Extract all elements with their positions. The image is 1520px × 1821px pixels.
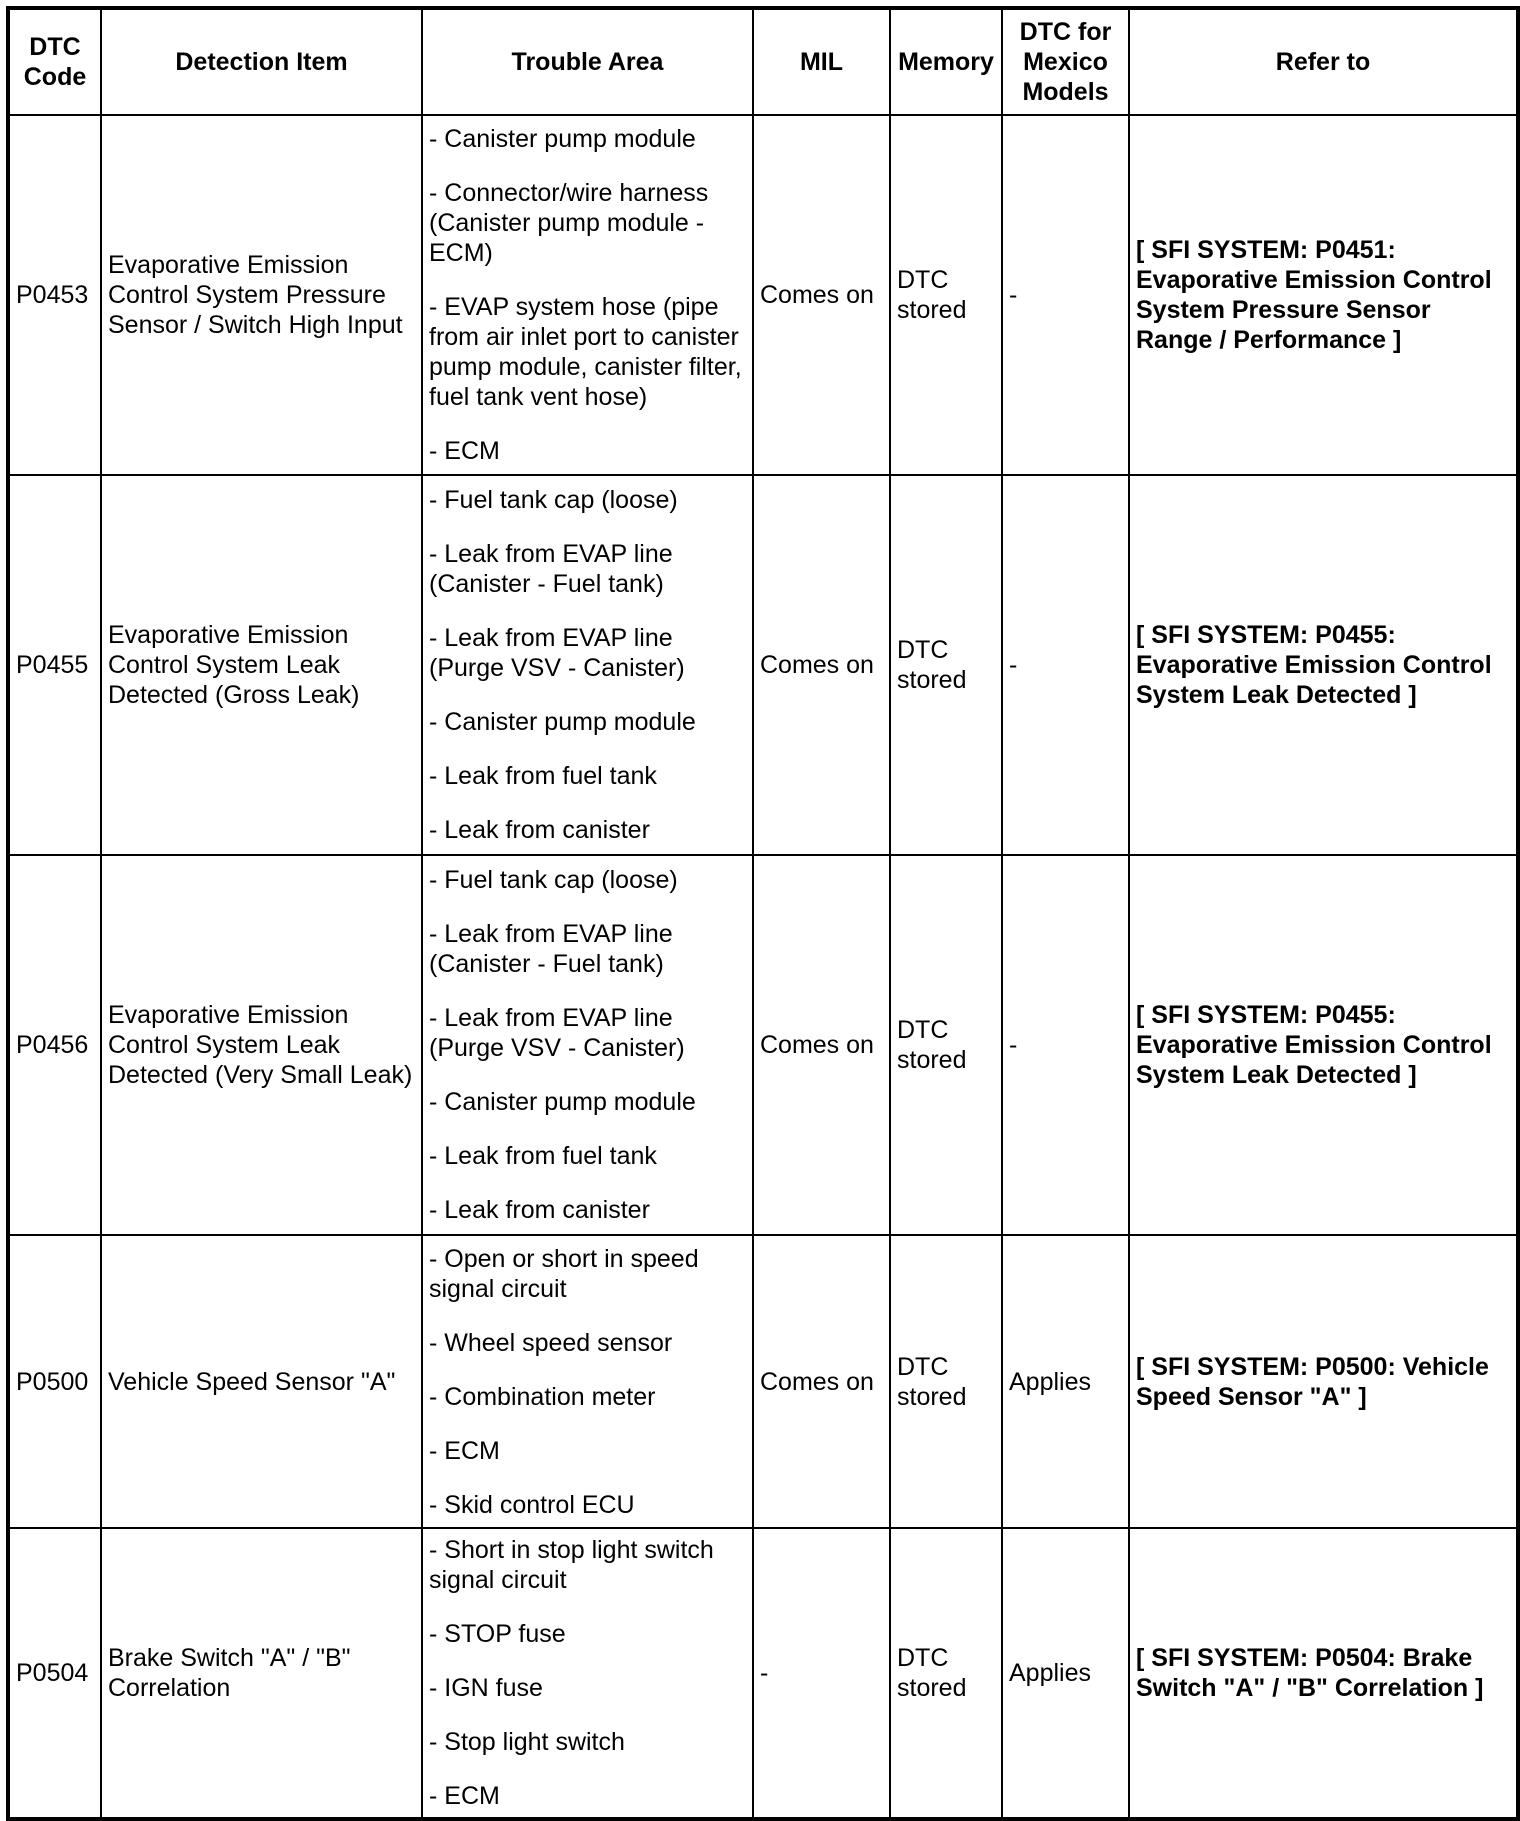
trouble-area-item: - Leak from canister — [429, 816, 650, 844]
memory-cell: DTC stored — [890, 475, 1002, 855]
memory-cell: DTC stored — [890, 115, 1002, 475]
trouble-area-item: - Skid control ECU — [429, 1490, 635, 1519]
dtc-code-cell: P0453 — [8, 115, 101, 475]
dtc-code-cell: P0456 — [8, 855, 101, 1235]
trouble-area-item: - Combination meter — [429, 1382, 656, 1411]
detection-item-cell: Vehicle Speed Sensor "A" — [101, 1235, 422, 1528]
header-dtc-code: DTC Code — [8, 8, 101, 115]
trouble-area-item: - Stop light switch — [429, 1728, 625, 1756]
trouble-area-cell — [422, 1528, 753, 1819]
detection-item-cell: Evaporative Emission Control System Pressure Sensor / Switch High Input — [101, 115, 422, 475]
mexico-cell: - — [1002, 855, 1129, 1235]
refer-link[interactable]: [ SFI SYSTEM: P0451: Evaporative Emission Control System Pressure Sensor Range / Performance ] — [1129, 115, 1518, 475]
table-row — [8, 475, 1518, 855]
trouble-area-item: - Short in stop light switch signal circuit — [429, 1536, 714, 1594]
refer-link[interactable]: [ SFI SYSTEM: P0504: Brake Switch "A" / "B" Correlation ] — [1129, 1528, 1518, 1819]
trouble-area-item: - ECM — [429, 437, 500, 465]
refer-link[interactable]: [ SFI SYSTEM: P0500: Vehicle Speed Sensor "A" ] — [1129, 1235, 1518, 1528]
table-row — [8, 855, 1518, 1235]
table-row — [8, 115, 1518, 475]
mil-cell: Comes on — [753, 1235, 890, 1528]
trouble-area-cell — [422, 1235, 753, 1528]
mil-cell: - — [753, 1528, 890, 1819]
trouble-area-cell — [422, 115, 753, 475]
trouble-area-item: - Leak from EVAP line (Canister - Fuel tank) — [429, 540, 673, 598]
header-memory: Memory — [890, 8, 1002, 115]
trouble-area-item: - Leak from EVAP line (Purge VSV - Canister) — [429, 1004, 685, 1062]
memory-cell: DTC stored — [890, 855, 1002, 1235]
header-mil: MIL — [753, 8, 890, 115]
mil-cell: Comes on — [753, 855, 890, 1235]
memory-cell: DTC stored — [890, 1235, 1002, 1528]
dtc-code-cell: P0500 — [8, 1235, 101, 1528]
header-trouble-area: Trouble Area — [422, 8, 753, 115]
trouble-area-item: - Leak from fuel tank — [429, 1142, 657, 1170]
trouble-area-item: - Wheel speed sensor — [429, 1328, 673, 1357]
mexico-cell: - — [1002, 475, 1129, 855]
trouble-area-item: - ECM — [429, 1782, 500, 1810]
table-row — [8, 1528, 1518, 1819]
table-header-row — [8, 8, 1518, 115]
dtc-code-cell: P0455 — [8, 475, 101, 855]
refer-link[interactable]: [ SFI SYSTEM: P0455: Evaporative Emission Control System Leak Detected ] — [1129, 855, 1518, 1235]
dtc-code-cell: P0504 — [8, 1528, 101, 1819]
mexico-cell: Applies — [1002, 1528, 1129, 1819]
trouble-area-item: - Fuel tank cap (loose) — [429, 486, 678, 514]
trouble-area-item: - IGN fuse — [429, 1674, 543, 1702]
refer-link[interactable]: [ SFI SYSTEM: P0455: Evaporative Emission Control System Leak Detected ] — [1129, 475, 1518, 855]
trouble-area-item: - Fuel tank cap (loose) — [429, 866, 678, 894]
detection-item-cell: Evaporative Emission Control System Leak Detected (Gross Leak) — [101, 475, 422, 855]
mexico-cell: - — [1002, 115, 1129, 475]
trouble-area-item: - Leak from EVAP line (Purge VSV - Canister) — [429, 624, 685, 682]
detection-item-cell: Evaporative Emission Control System Leak Detected (Very Small Leak) — [101, 855, 422, 1235]
memory-cell: DTC stored — [890, 1528, 1002, 1819]
trouble-area-cell — [422, 475, 753, 855]
dtc-table — [6, 6, 1520, 1821]
trouble-area-item: - Canister pump module — [429, 708, 696, 736]
trouble-area-item: - EVAP system hose (pipe from air inlet port to canister pump module, canister filter, fuel tank vent hose) — [429, 293, 742, 411]
trouble-area-cell — [422, 855, 753, 1235]
header-detection-item: Detection Item — [101, 8, 422, 115]
detection-item-cell: Brake Switch "A" / "B" Correlation — [101, 1528, 422, 1819]
mexico-cell: Applies — [1002, 1235, 1129, 1528]
header-refer-to: Refer to — [1129, 8, 1518, 115]
trouble-area-item: - Canister pump module — [429, 1088, 696, 1116]
trouble-area-item: - Connector/wire harness (Canister pump module - ECM) — [429, 179, 709, 267]
trouble-area-item: - STOP fuse — [429, 1620, 566, 1648]
mil-cell: Comes on — [753, 475, 890, 855]
trouble-area-item: - Leak from EVAP line (Canister - Fuel tank) — [429, 920, 673, 978]
table-row — [8, 1235, 1518, 1528]
trouble-area-item: - Leak from fuel tank — [429, 762, 657, 790]
trouble-area-item: - Leak from canister — [429, 1196, 650, 1224]
trouble-area-item: - ECM — [429, 1436, 500, 1465]
trouble-area-item: - Canister pump module — [429, 125, 696, 153]
header-mexico-models: DTC for Mexico Models — [1002, 8, 1129, 115]
trouble-area-item: - Open or short in speed signal circuit — [429, 1244, 699, 1303]
mil-cell: Comes on — [753, 115, 890, 475]
